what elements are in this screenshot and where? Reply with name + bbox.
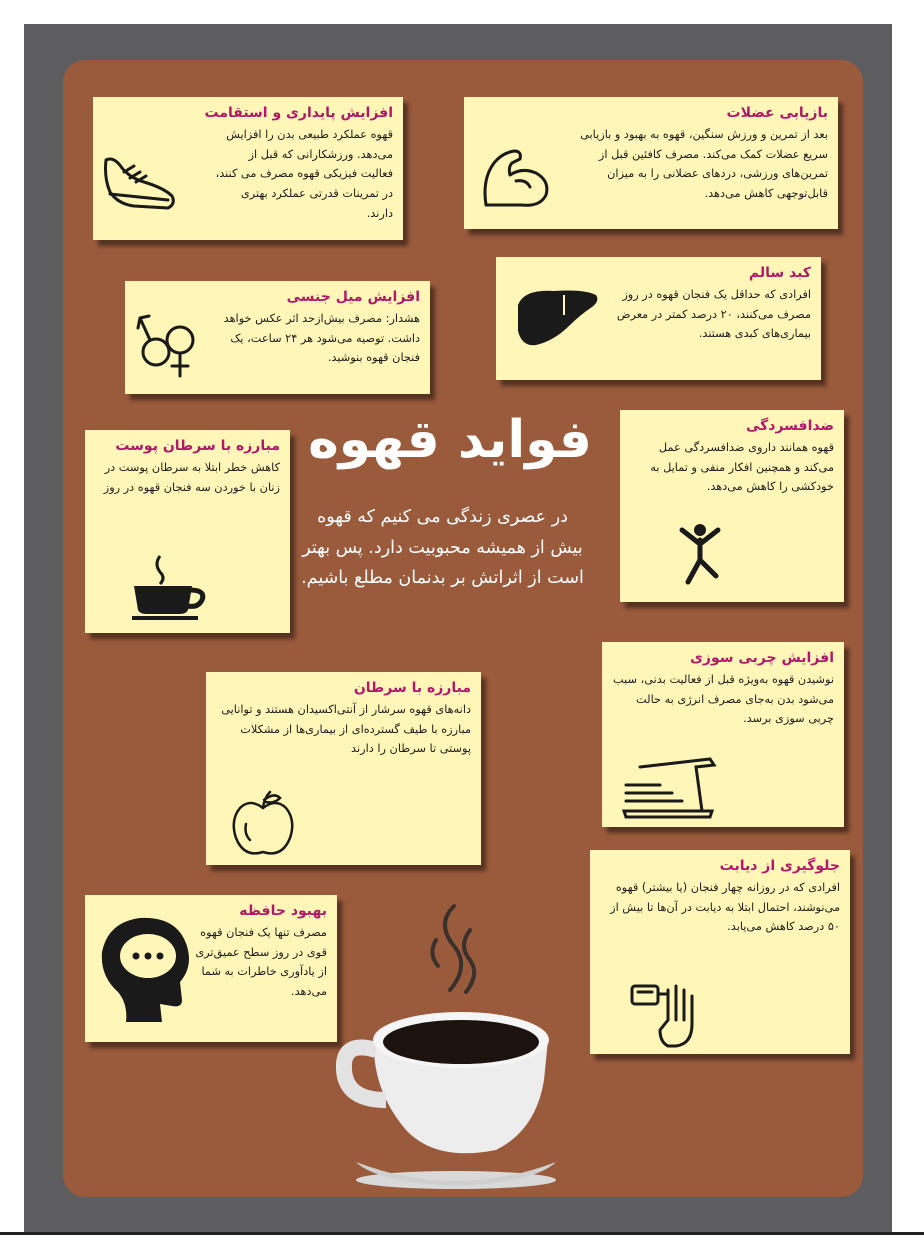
card-text: مصرف تنها یک فنجان قهوه قوی در روز سطح عمیق‌تری از یادآوری خاطرات به شما می‌دهد. [195,925,327,999]
card-text: کاهش خطر ابتلا به سرطان پوست در زنان با خوردن سه فنجان قهوه در روز [103,460,280,494]
page-title: فواید قهوه [308,410,592,470]
card-title: افزایش چربی سوزی [690,650,834,666]
card-text: دانه‌های قهوه سرشار از آنتی‌اکسیدان هستند و توانایی مبارزه با طیف گسترده‌ای از بیماری‌ها از مشکلات پوستی تا سرطان را دارند [221,702,471,756]
card-title: کبد سالم [748,265,811,281]
card-text: نوشیدن قهوه به‌ویژه قبل از فعالیت بدنی، سبب می‌شود بدن به‌جای مصرف انرژی به حالت چربی سوزی برسد. [613,672,834,726]
card-title: بازیابی عضلات [726,105,828,121]
jumping-person-icon [674,522,726,586]
glucose-meter-icon [628,980,698,1050]
gender-symbols-icon [134,310,206,382]
bottom-border [0,1232,924,1235]
sneaker-icon [100,152,180,214]
coffee-cup-icon [130,552,210,622]
card-title: افزایش پایداری و استقامت [204,105,393,121]
treadmill-icon [620,755,720,821]
card-title: ضدافسردگی [745,418,834,434]
liver-icon [514,285,600,349]
card-antidepressant [620,410,844,602]
intro-text: در عصری زندگی می کنیم که قهوه بیش از همیشه محبوبیت دارد. پس بهتر است از اثراتش بر بدنمان مطلع باشیم. [301,507,584,589]
card-text: هشدار: مصرف بیش‌از‌حد اثر عکس خواهد داشت. توصیه می‌شود هر ۲۴ ساعت، یک فنجان قهوه بنوشید. [223,311,420,365]
card-text: قهوه همانند داروی ضدافسردگی عمل می‌کند و همچنین افکار منفی و تمایل به خودکشی را کاهش می‌دهد. [650,440,834,494]
card-title: مبارزه با سرطان پوست [115,438,280,454]
card-text: قهوه عملکرد طبیعی بدن را افزایش می‌دهد. ورزشکارانی که قبل از فعالیت فیزیکی قهوه مصرف می کنند، در تمرینات قدرتی عملکرد بهتری دارند. [215,127,393,220]
card-title: مبارزه با سرطان [353,680,471,696]
coffee-cup-illustration [336,900,566,1190]
card-text: بعد از تمرین و ورزش سنگین، قهوه به بهبود و بازیابی سریع عضلات کمک می‌کند. مصرف کافئین قبل از تمرین‌های ورزشی، دردهای عضلانی را به میزان قابل‌توجهی کاهش می‌دهد. [580,127,828,201]
card-title: بهبود حافظه [239,903,327,919]
head-speech-icon [96,916,192,1024]
card-text: افرادی که در روزانه چهار فنجان (یا بیشتر) قهوه می‌نوشند، احتمال ابتلا به دیابت در آن‌ها تا بیش از ۵۰ درصد کاهش می‌یابد. [610,880,840,934]
card-title: افزایش میل جنسی [286,289,420,305]
card-title: جلوگیری از دیابت [719,858,840,874]
card-text: افرادی که حداقل یک فنجان قهوه در روز مصرف می‌کنند، ۲۰ درصد کمتر در معرض بیماری‌های کبدی هستند. [616,287,811,341]
apple-icon [230,790,296,860]
flexed-arm-icon [478,145,554,211]
frame-edge [892,24,900,1232]
